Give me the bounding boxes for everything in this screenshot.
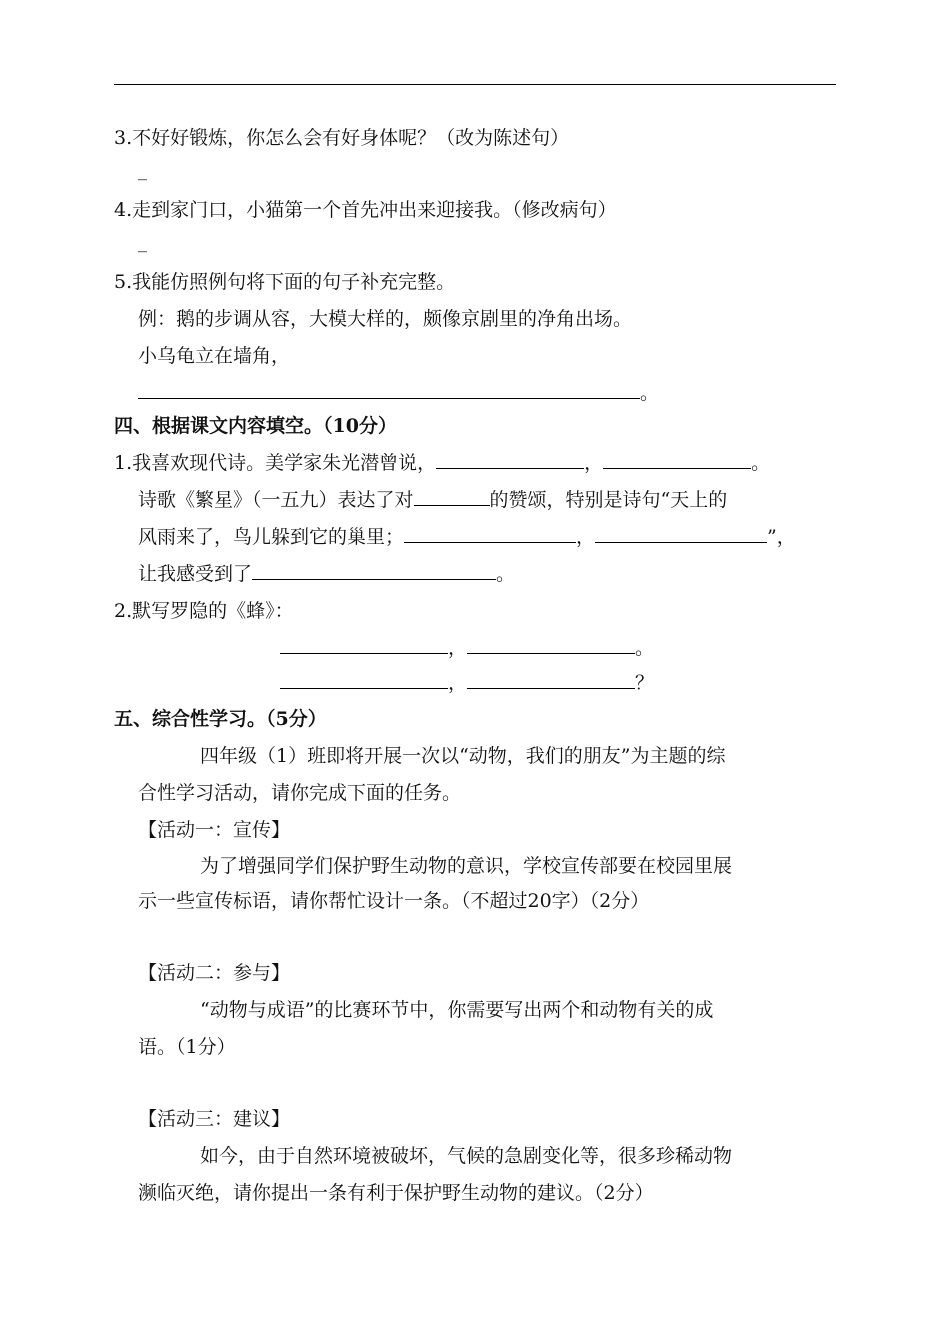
- blank[interactable]: [595, 524, 767, 543]
- blank[interactable]: [280, 635, 448, 654]
- blank[interactable]: [414, 487, 490, 506]
- question-5-example: 例：鹅的步调从容，大模大样的，颇像京剧里的净角出场。: [138, 308, 633, 330]
- activity-3-title: 【活动三：建议】: [138, 1108, 291, 1130]
- activity-3-line-1: 如今，由于自然环境被破坏，气候的急剧变化等，很多珍稀动物: [200, 1145, 733, 1167]
- s4-question-2: 2.默写罗隐的《蜂》：: [114, 600, 294, 622]
- s4-question-1-line-3: 风雨来了，鸟儿躲到它的巢里； ， ”，: [138, 526, 796, 548]
- question-5-answer-line[interactable]: 。: [138, 380, 659, 406]
- question-5-prompt: 小乌龟立在墙角，: [138, 345, 291, 367]
- activity-2-title: 【活动二：参与】: [138, 962, 291, 984]
- s4-question-1-line-1: 1.我喜欢现代诗。美学家朱光潜曾说， ， 。: [114, 452, 771, 474]
- blank[interactable]: [404, 524, 576, 543]
- section-4-title: 四、根据课文内容填空。（10分）: [114, 415, 397, 437]
- s4q1-text-a: 1.我喜欢现代诗。美学家朱光潜曾说，: [114, 452, 437, 474]
- answer-dash-4: _: [138, 232, 147, 253]
- s4q1-text-c: 风雨来了，鸟儿躲到它的巢里；: [138, 526, 405, 548]
- s4q1-text-d: 让我感受到了: [138, 563, 253, 585]
- blank[interactable]: [280, 670, 448, 689]
- poem-line-2: ， ？: [280, 670, 654, 696]
- activity-1-line-2: 示一些宣传标语，请你帮忙设计一条。（不超过20字）（2分）: [138, 890, 650, 912]
- poem-line-1: ， 。: [280, 635, 654, 661]
- s4-question-1-line-2: [138, 487, 727, 513]
- activity-1-title: 【活动一：宣传】: [138, 819, 291, 841]
- blank[interactable]: [603, 450, 751, 469]
- activity-3-line-2: 濒临灭绝，请你提出一条有利于保护野生动物的建议。（2分）: [138, 1182, 654, 1204]
- s4q1-text-b: 诗歌《繁星》（一五九）表达了对: [138, 489, 414, 511]
- blank[interactable]: [467, 635, 635, 654]
- blank[interactable]: [252, 561, 496, 580]
- answer-dash-3: _: [138, 160, 147, 181]
- section-5-title: 五、综合性学习。（5分）: [114, 708, 327, 730]
- question-3: 3.不好好锻炼，你怎么会有好身体呢？（改为陈述句）: [114, 127, 570, 149]
- blank[interactable]: [436, 450, 584, 469]
- activity-2-line-2: 语。（1分）: [138, 1036, 236, 1058]
- blank[interactable]: [467, 670, 635, 689]
- intro-line-1: 四年级（1）班即将开展一次以“动物，我们的朋友”为主题的综: [200, 745, 726, 767]
- s4q1-text-b2: 的赞颂，特别是诗句“天上的: [489, 489, 728, 511]
- question-5: 5.我能仿照例句将下面的句子补充完整。: [114, 271, 456, 293]
- header-rule: [114, 84, 836, 85]
- activity-2-line-1: “动物与成语”的比赛环节中，你需要写出两个和动物有关的成: [200, 999, 714, 1021]
- intro-line-2: 合性学习活动，请你完成下面的任务。: [138, 782, 462, 804]
- question-4: 4.走到家门口，小猫第一个首先冲出来迎接我。（修改病句）: [114, 199, 617, 221]
- s4-question-1-line-4: 让我感受到了 。: [138, 563, 516, 585]
- activity-1-line-1: 为了增强同学们保护野生动物的意识，学校宣传部要在校园里展: [200, 855, 733, 877]
